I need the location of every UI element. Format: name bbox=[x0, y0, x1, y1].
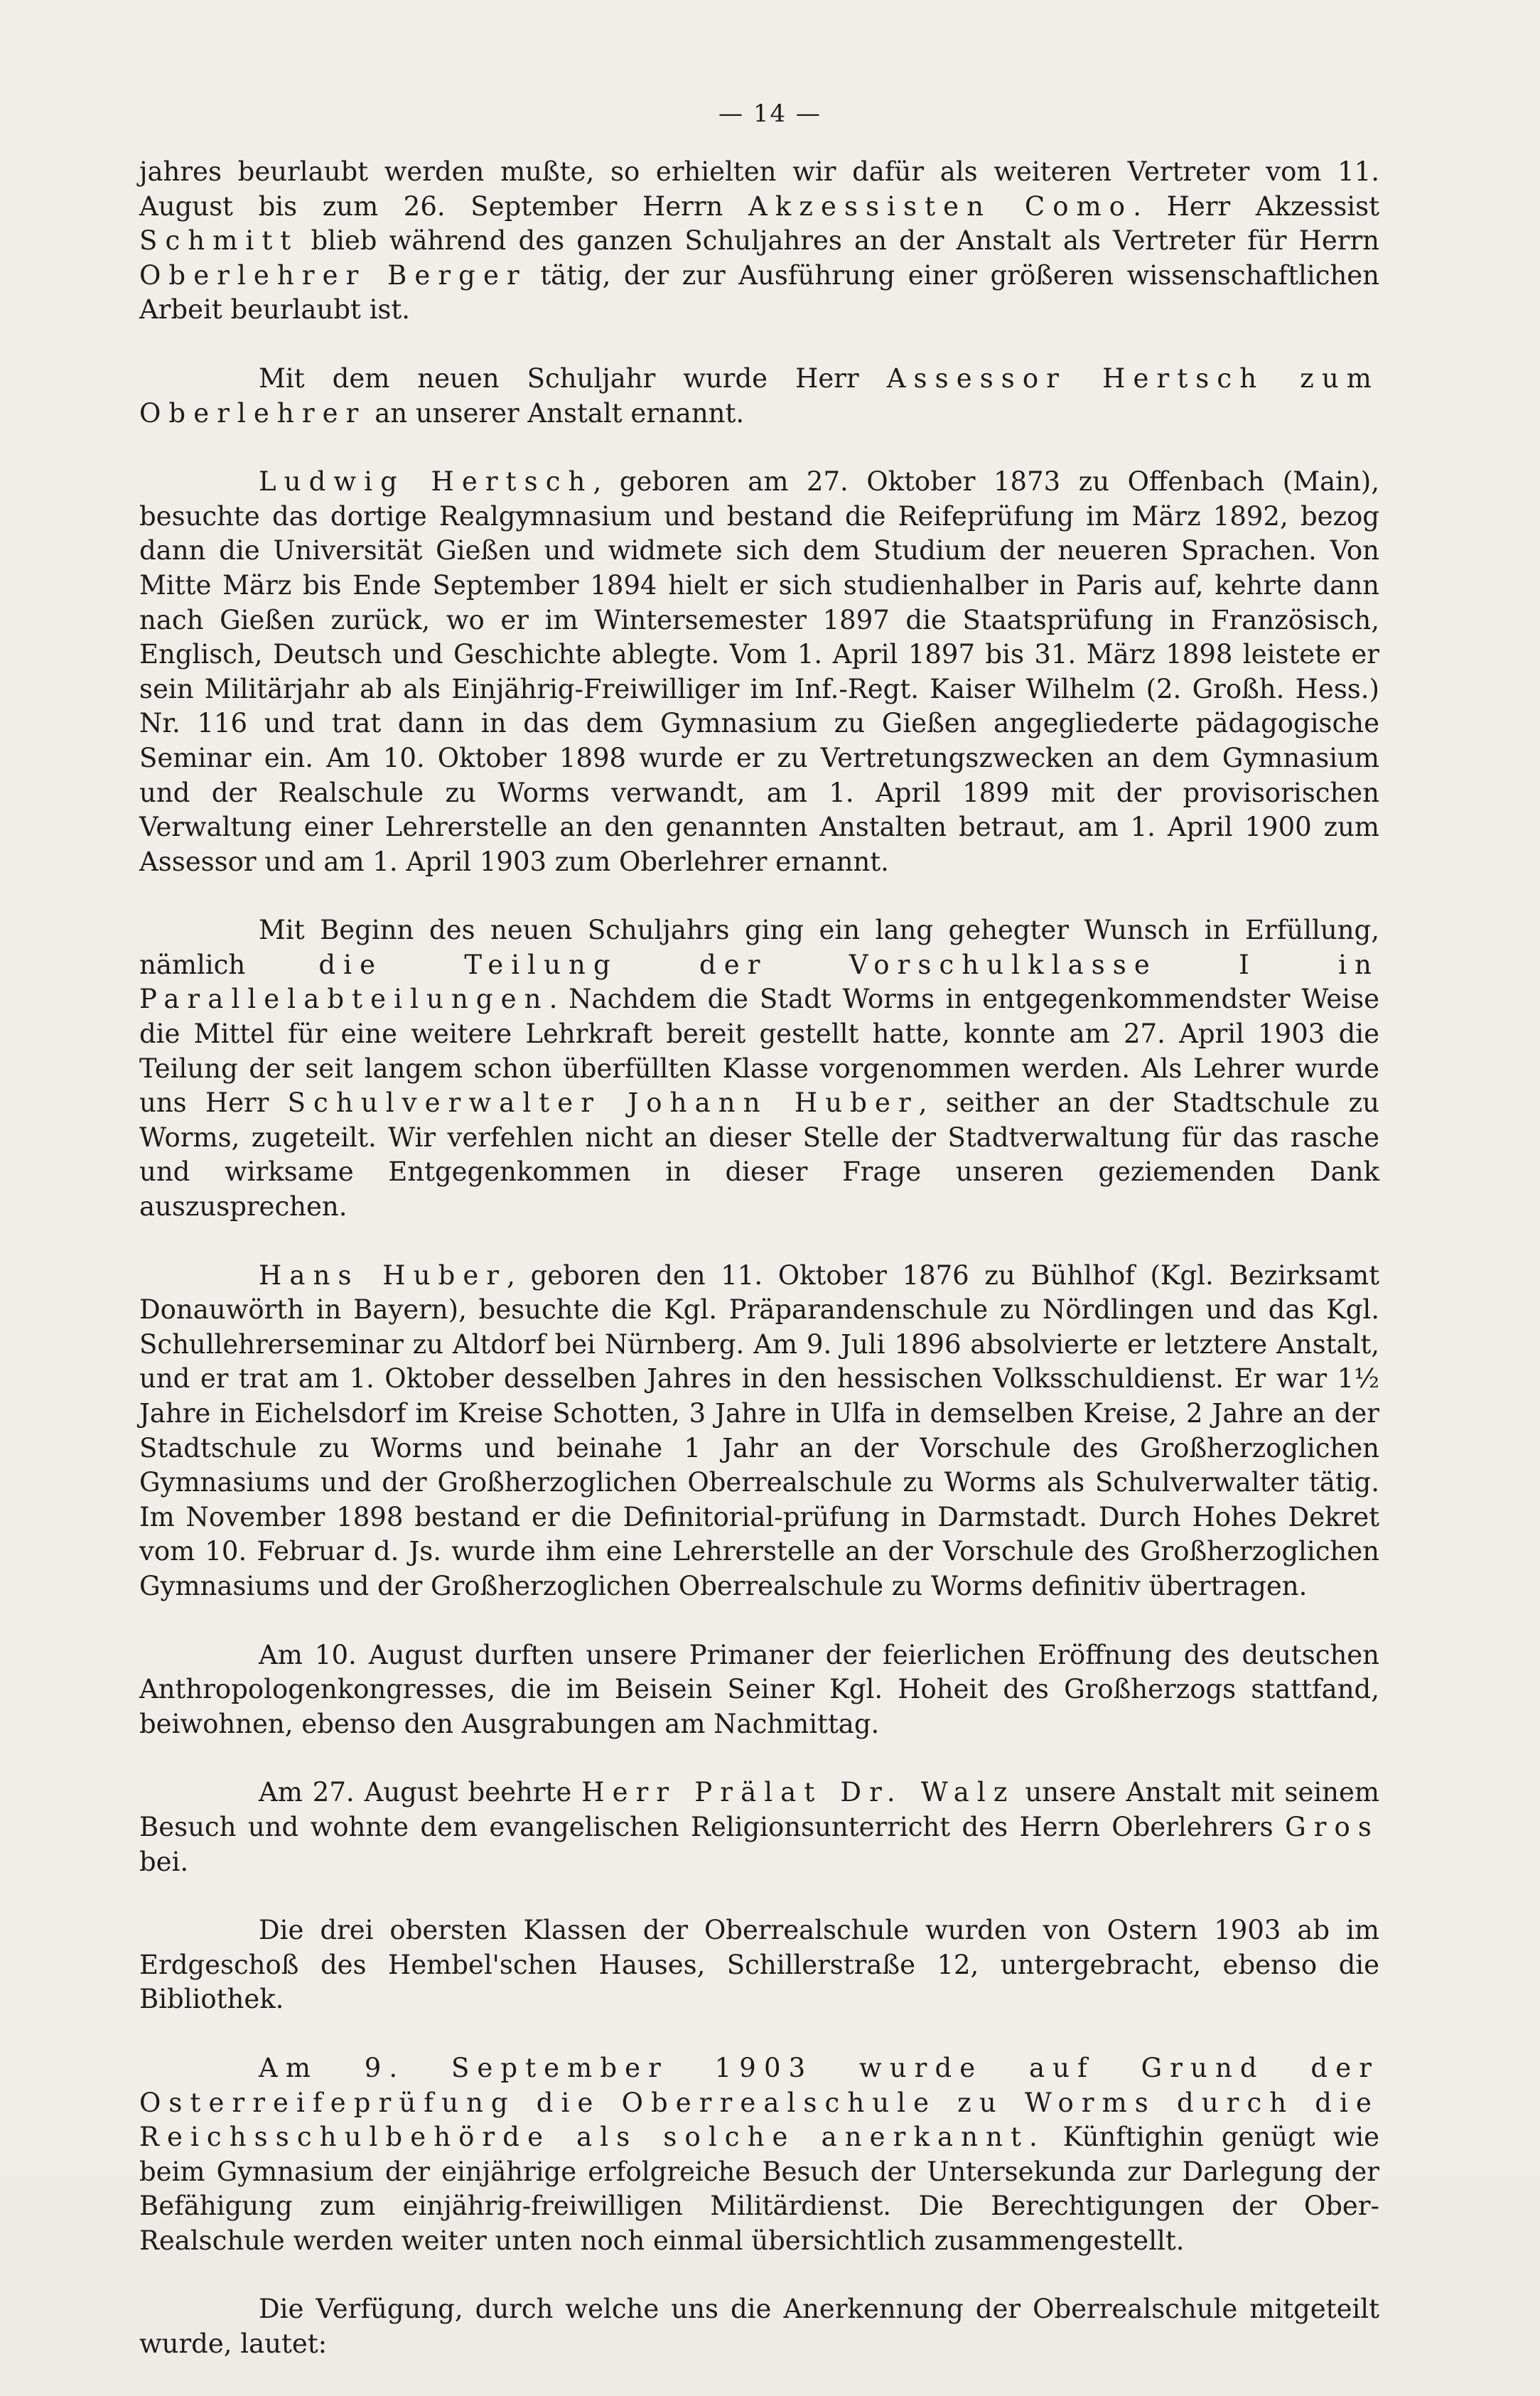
spaced-text: Gros bbox=[1285, 1811, 1379, 1842]
text-run: Künftighin genügt wie beim Gymnasium der einjährige erfolgreiche Besuch der Untersekunda zur Darlegung der Befähigung zum einjährig-freiwilligen Militärdienst. Die Berechtigungen der Ober-Realschule werden weiter unten noch einmal übersichtlich zusammengestellt. bbox=[139, 2122, 1379, 2256]
spaced-text: Schmitt bbox=[139, 225, 299, 257]
text-run: Am 27. August beehrte bbox=[259, 1777, 582, 1808]
text-run: . Herr Akzessist bbox=[1133, 190, 1379, 222]
paragraph bbox=[139, 2051, 1379, 2259]
spaced-text: Herr Prälat Dr. Walz bbox=[581, 1777, 1016, 1808]
body-text bbox=[139, 155, 1379, 2396]
paragraph bbox=[139, 913, 1379, 1224]
spaced-text: Am 9. September 1903 wurde auf Grund der Osterreifeprüfung die Oberrealschule zu Worms durch die Reichsschulbehörde als solche anerkannt. bbox=[139, 2052, 1379, 2153]
paragraph bbox=[139, 1259, 1379, 1604]
spaced-text: Akzessisten Como bbox=[748, 190, 1134, 222]
paragraph bbox=[139, 2292, 1379, 2361]
text-run: , geboren am 27. Oktober 1873 zu Offenbach (Main), besuchte das dortige Realgymnasium und bestand die Reifeprüfung im März 1892, bezog dann die Universität Gießen und widmete sich dem Studium der neueren Sprachen. Von Mitte März bis Ende September 1894 hielt er sich studienhalber in Paris auf, kehrte dann nach Gießen zurück, wo er im Wintersemester 1897 die Staatsprüfung in Französisch, Englisch, Deutsch und Geschichte ablegte. Vom 1. April 1897 bis 31. März 1898 leistete er sein Militärjahr ab als Einjährig-Freiwilliger im Inf.-Regt. Kaiser Wilhelm (2. Großh. Hess.) Nr. 116 und trat dann in das dem Gymnasium zu Gießen angegliederte pädagogische Seminar ein. Am 10. Oktober 1898 wurde er zu Vertretungszwecken an dem Gymnasium und der Realschule zu Worms verwandt, am 1. April 1899 mit der provisorischen Verwaltung einer Lehrerstelle an den genannten Anstalten betraut, am 1. April 1900 zum Assessor und am 1. April 1903 zum Oberlehrer ernannt. bbox=[139, 466, 1379, 877]
page-number: — 14 — bbox=[718, 100, 822, 128]
paragraph bbox=[139, 1775, 1379, 1879]
spaced-text: die Teilung der Vorschulklasse I in Parallelabteilungen bbox=[139, 949, 1379, 1015]
spaced-text: Assessor Hertsch zum Oberlehrer bbox=[139, 362, 1379, 429]
paragraph bbox=[139, 362, 1379, 431]
text-run: Mit Beginn des neuen Schuljahrs ging ein lang gehegter Wunsch in Erfüllung, nämlich bbox=[139, 915, 1379, 980]
spaced-text: Oberlehrer Berger bbox=[139, 259, 527, 291]
text-run: jahres beurlaubt werden mußte, so erhielten wir dafür als weiteren Vertreter vom 11. August bis zum 26. September Herrn bbox=[139, 156, 1379, 222]
text-run: bei. bbox=[139, 1846, 189, 1877]
text-run: Die Verfügung, durch welche uns die Anerkennung der Oberrealschule mitgeteilt wurde, lautet: bbox=[139, 2294, 1379, 2360]
paragraph bbox=[139, 465, 1379, 879]
text-run: unsere Anstalt mit seinem Besuch und wohnte dem evangelischen Religionsunterricht des Herrn Oberlehrers bbox=[139, 1777, 1379, 1842]
paragraph bbox=[139, 155, 1379, 328]
text-run: an unserer Anstalt ernannt. bbox=[366, 397, 745, 429]
text-run: Die drei obersten Klassen der Oberrealschule wurden von Ostern 1903 ab im Erdgeschoß des Hembel'schen Hauses, Schillerstraße 12, untergebracht, ebenso die Bibliothek. bbox=[139, 1915, 1379, 2015]
text-run: , geboren den 11. Oktober 1876 zu Bühlhof (Kgl. Bezirksamt Donauwörth in Bayern), besuchte die Kgl. Präparandenschule zu Nördlingen und das Kgl. Schullehrerseminar zu Altdorf bei Nürnberg. Am 9. Juli 1896 absolvierte er letztere Anstalt, und er trat am 1. Oktober desselben Jahres in den hessischen Volksschuldienst. Er war 1½ Jahre in Eichelsdorf im Kreise Schotten, 3 Jahre in Ulfa in demselben Kreise, 2 Jahre an der Stadtschule zu Worms und beinahe 1 Jahr an der Vorschule des Großherzoglichen Gymnasiums und der Großherzoglichen Oberrealschule zu Worms als Schulverwalter tätig. Im November 1898 bestand er die Definitorial-prüfung in Darmstadt. Durch Hohes Dekret vom 10. Februar d. Js. wurde ihm eine Lehrerstelle an der Vorschule des Großherzoglichen Gymnasiums und der Großherzoglichen Oberrealschule zu Worms definitiv übertragen. bbox=[139, 1259, 1379, 1601]
text-run: blieb während des ganzen Schuljahres an der Anstalt als Vertreter für Herrn bbox=[298, 225, 1379, 257]
spaced-text: Hans Huber bbox=[259, 1259, 507, 1291]
spaced-text: Ludwig Hertsch bbox=[259, 466, 593, 498]
text-run: Am 10. August durften unsere Primaner der feierlichen Eröffnung des deutschen Anthropologenkongresses, die im Beisein Seiner Kgl. Hoheit des Großherzogs stattfand, beiwohnen, ebenso den Ausgrabungen am Nachmittag. bbox=[139, 1639, 1379, 1739]
paragraph bbox=[139, 1913, 1379, 2017]
spaced-text: Schulverwalter Johann Huber bbox=[287, 1087, 919, 1119]
text-run: . Nachdem die Stadt Worms in entgegenkommendster Weise die Mittel für eine weitere Lehrkraft bereit gestellt hatte, konnte am 27. April 1903 die Teilung der seit langem schon überfüllten Klasse vorgenommen werden. Als Lehrer wurde uns Herr bbox=[139, 984, 1379, 1119]
paragraph bbox=[139, 1638, 1379, 1742]
text-run: , seither an der Stadtschule zu Worms, zugeteilt. Wir verfehlen nicht an dieser Stelle der Stadtverwaltung für das rasche und wirksame Entgegenkommen in dieser Frage unseren geziemenden Dank auszusprechen. bbox=[139, 1087, 1379, 1223]
text-run: Mit dem neuen Schuljahr wurde Herr bbox=[259, 362, 887, 394]
text-run: tätig, der zur Ausführung einer größeren wissenschaftlichen Arbeit beurlaubt ist. bbox=[139, 259, 1380, 326]
